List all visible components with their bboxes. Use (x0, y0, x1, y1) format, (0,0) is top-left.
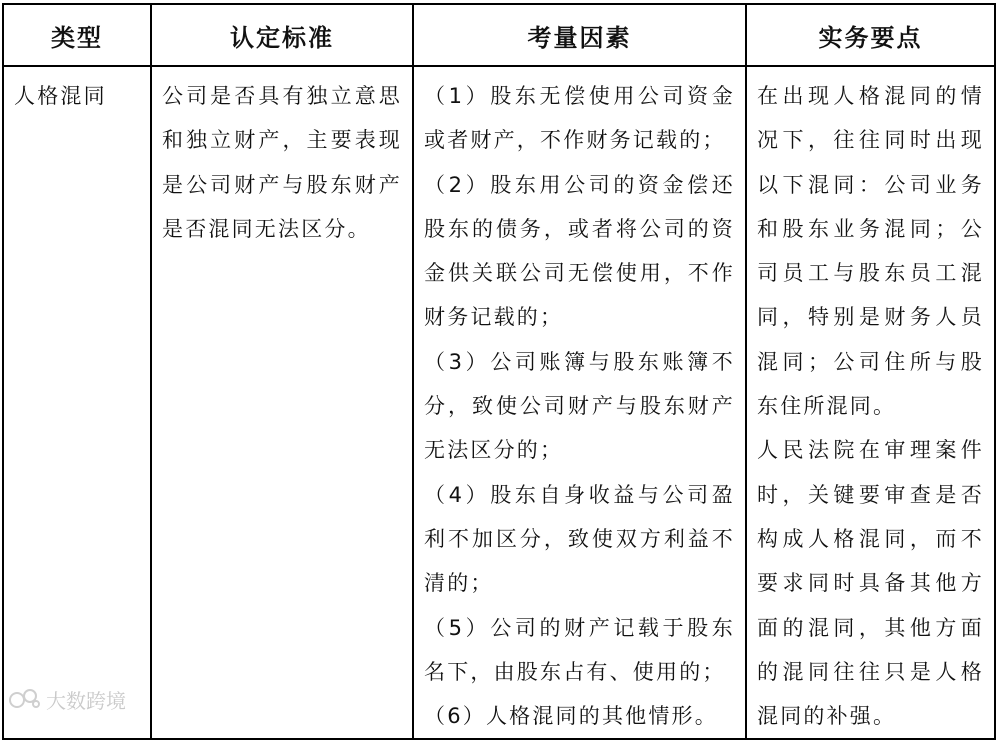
factor-item: （1）股东无偿使用公司资金或者财产，不作财务记载的； (424, 84, 735, 153)
cell-key-points (746, 66, 995, 739)
key-point-item: 在出现人格混同的情况下，往往同时出现以下混同：公司业务和股东业务混同；公司员工与股东员工混同，特别是财务人员混同；公司住所与股东住所混同。 (757, 84, 984, 419)
type-text: 人格混同 (14, 84, 107, 108)
key-points-list (747, 67, 994, 738)
factor-item: （6）人格混同的其他情形。 (424, 704, 718, 729)
factor-item: （3）公司账簿与股东账簿不分，致使公司财产与股东财产无法区分的； (424, 349, 735, 463)
watermark (8, 684, 138, 714)
watermark-text: 大数跨境 (46, 688, 126, 713)
table-row (3, 66, 995, 739)
factors-list (414, 67, 745, 738)
header-row (3, 4, 995, 66)
logo-icon (8, 686, 42, 712)
factor-item: （4）股东自身收益与公司盈利不加区分，致使双方利益不清的； (424, 482, 735, 596)
key-point-item: 人民法院在审理案件时，关键要审查是否构成人格混同，而不要求同时具备其他方面的混同，其他方面的混同往往只是人格混同的补强。 (757, 438, 984, 729)
header-factors: 考量因素 (413, 4, 746, 66)
legal-table (2, 3, 996, 740)
header-key-points: 实务要点 (746, 4, 995, 66)
factor-item: （2）股东用公司的资金偿还股东的债务，或者将公司的资金供关联公司无偿使用，不作财务记载的； (424, 172, 735, 330)
cell-type (3, 66, 151, 739)
factor-item: （5）公司的财产记载于股东名下，由股东占有、使用的； (424, 615, 735, 684)
standard-text: 公司是否具有独立意思和独立财产，主要表现是公司财产与股东财产是否混同无法区分。 (162, 84, 402, 241)
cell-standard (151, 66, 413, 739)
header-type: 类型 (3, 4, 151, 66)
header-standard: 认定标准 (151, 4, 413, 66)
cell-factors (413, 66, 746, 739)
